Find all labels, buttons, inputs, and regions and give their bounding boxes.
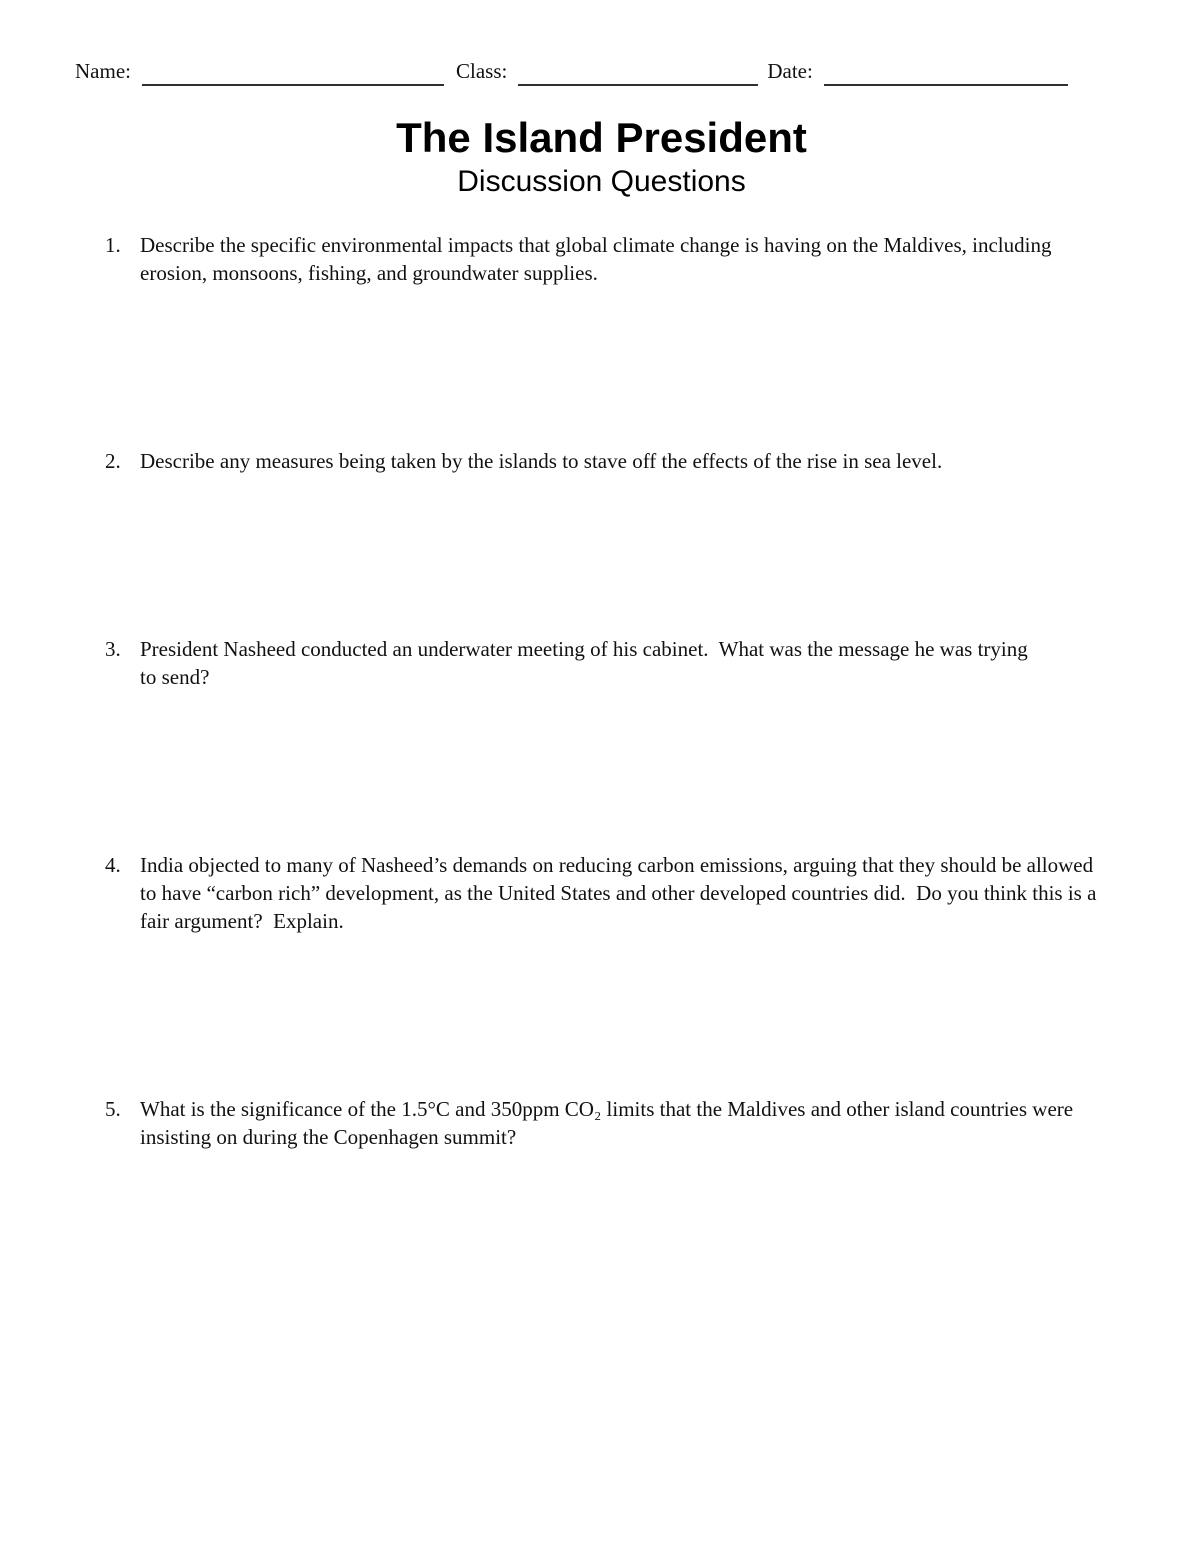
question-number: 4. [105,853,121,877]
question-number: 2. [105,449,121,473]
document-title: The Island President [396,114,807,161]
question-text: President Nasheed conducted an underwater meeting of his cabinet. What was the message he was trying to send? [140,637,1033,689]
question-item-4 [75,851,1128,935]
date-blank-line [824,58,1068,86]
question-text: What is the significance of the 1.5°C and 350ppm CO₂ limits that the Maldives and other island countries were insisting on during the Copenhagen summit? [140,1097,1079,1149]
question-text: Describe any measures being taken by the islands to stave off the effects of the rise in sea level. [140,449,943,473]
question-item-2 [75,447,1128,475]
date-label: Date: [767,59,813,83]
name-blank-line [142,58,444,86]
header-fill-in-row [75,58,1128,86]
question-number: 3. [105,637,121,661]
class-blank-line [518,58,758,86]
question-item-1 [75,231,1128,287]
question-item-3 [75,635,1128,691]
class-label: Class: [455,59,508,83]
name-label: Name: [75,59,131,83]
question-item-5 [75,1095,1128,1151]
question-number: 5. [105,1097,121,1121]
document-subtitle: Discussion Questions [457,165,746,198]
question-text: India objected to many of Nasheed’s demands on reducing carbon emissions, arguing that they should be allowed to have “carbon rich” development, as the United States and other developed countries did. Do you think this is a fair argument? Explain. [140,853,1102,933]
question-number: 1. [105,233,121,257]
questions-list [75,231,1128,1151]
question-text: Describe the specific environmental impacts that global climate change is having on the Maldives, including erosion, monsoons, fishing, and groundwater supplies. [140,233,1057,285]
